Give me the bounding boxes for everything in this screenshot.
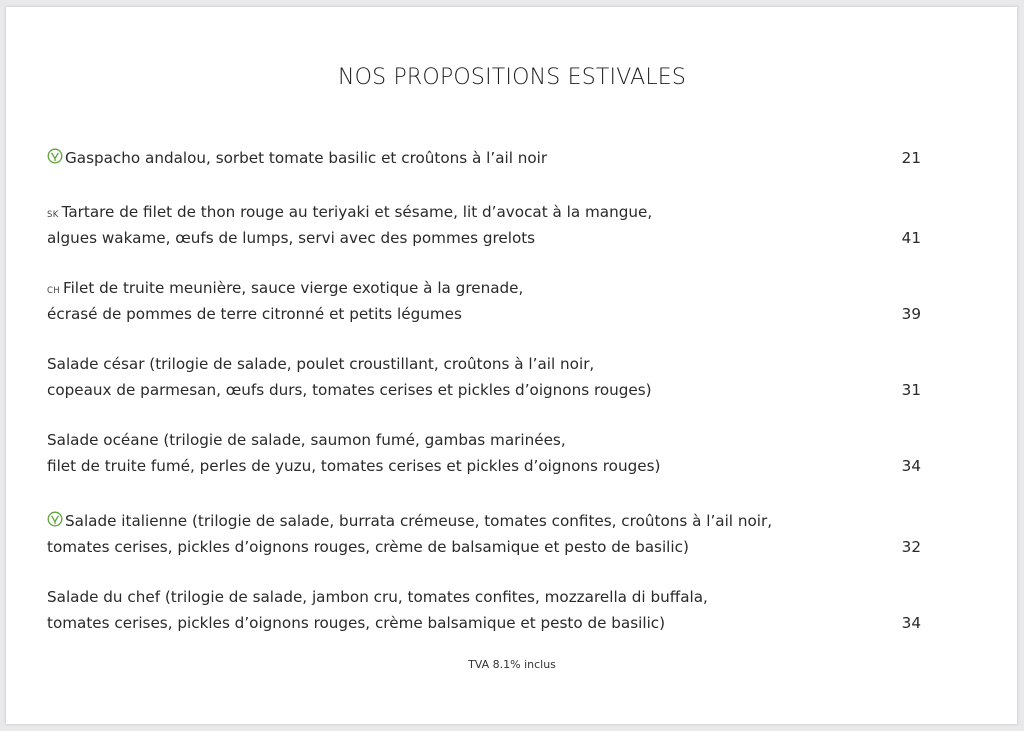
menu-item-line-2: écrasé de pommes de terre citronné et petits légumes bbox=[47, 305, 462, 323]
menu-item-price: 34 bbox=[901, 614, 921, 632]
menu-item-line-1 bbox=[47, 508, 927, 534]
menu-item-line-1: Salade océane (trilogie de salade, saumon fumé, gambas marinées, bbox=[47, 431, 566, 449]
menu-item-description: Filet de truite meunière, sauce vierge exotique à la grenade, bbox=[62, 279, 524, 297]
menu-item-line-2: filet de truite fumé, perles de yuzu, tomates cerises et pickles d’oignons rouges) bbox=[47, 457, 661, 475]
menu-title: NOS PROPOSITIONS ESTIVALES bbox=[337, 65, 687, 90]
menu-item-price: 32 bbox=[901, 538, 921, 556]
vat-note: TVA 8.1% inclus bbox=[468, 658, 556, 671]
menu-item-description: Tartare de filet de thon rouge au teriyaki et sésame, lit d’avocat à la mangue, bbox=[61, 203, 653, 221]
menu-item-line-2: tomates cerises, pickles d’oignons rouges, crème de balsamique et pesto de basilic) bbox=[47, 538, 689, 556]
menu-page bbox=[6, 7, 1017, 724]
vegetarian-leaf-icon bbox=[47, 511, 63, 527]
menu-item-line-2: copeaux de parmesan, œufs durs, tomates cerises et pickles d’oignons rouges) bbox=[47, 381, 652, 399]
menu-item-line-1 bbox=[47, 145, 927, 171]
menu-item-price: 41 bbox=[901, 229, 921, 247]
menu-item-price: 34 bbox=[901, 457, 921, 475]
menu-item bbox=[47, 584, 927, 636]
menu-item-description: Gaspacho andalou, sorbet tomate basilic et croûtons à l’ail noir bbox=[65, 149, 548, 167]
menu-item bbox=[47, 145, 927, 171]
menu-item-line-1: Salade césar (trilogie de salade, poulet croustillant, croûtons à l’ail noir, bbox=[47, 355, 595, 373]
origin-code: CH bbox=[47, 286, 60, 296]
menu-item-line-1 bbox=[47, 199, 927, 225]
vegetarian-leaf-icon bbox=[47, 148, 63, 164]
menu-item-price: 39 bbox=[901, 305, 921, 323]
menu-item bbox=[47, 275, 927, 327]
menu-item bbox=[47, 508, 927, 560]
menu-item-line-1 bbox=[47, 275, 927, 301]
menu-item-price: 21 bbox=[901, 149, 921, 167]
menu-item-description: Salade italienne (trilogie de salade, burrata crémeuse, tomates confites, croûtons à l’ail noir, bbox=[65, 512, 773, 530]
origin-code: SK bbox=[47, 210, 59, 220]
menu-item bbox=[47, 427, 927, 479]
menu-item bbox=[47, 351, 927, 403]
menu-item-price: 31 bbox=[901, 381, 921, 399]
menu-item-line-2: algues wakame, œufs de lumps, servi avec des pommes grelots bbox=[47, 229, 536, 247]
menu-item-line-2: tomates cerises, pickles d’oignons rouges, crème balsamique et pesto de basilic) bbox=[47, 614, 666, 632]
menu-item-line-1: Salade du chef (trilogie de salade, jambon cru, tomates confites, mozzarella di buffala, bbox=[47, 588, 708, 606]
menu-item bbox=[47, 199, 927, 251]
